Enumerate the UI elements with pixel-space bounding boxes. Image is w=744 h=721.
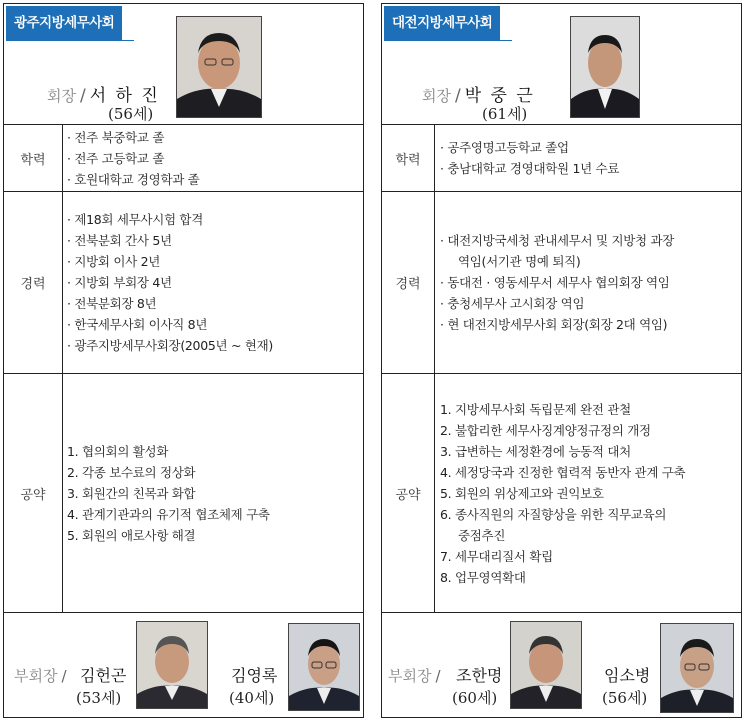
list-item: 1. 협의회의 활성화 [67, 443, 169, 459]
vice-role-line [14, 665, 71, 686]
list-item: · 공주영명고등학교 졸업 [440, 140, 569, 155]
separator: / [435, 667, 441, 685]
list-item: 4. 세정당국과 진정한 협력적 동반자 관계 구축 [440, 464, 686, 480]
list-item: 중점추진 [458, 527, 506, 543]
vice-president-section [382, 613, 741, 717]
list-item: 4. 관계기관과의 유기적 협조체제 구축 [67, 506, 270, 522]
vice-photo-1 [136, 621, 208, 709]
vice-photo-1 [510, 621, 582, 709]
separator: / [79, 86, 86, 106]
president-photo [570, 16, 640, 118]
career-list [67, 192, 359, 373]
vice-role: 부회장 [14, 667, 58, 685]
list-item: · 충청세무사 고시회장 역임 [440, 296, 585, 311]
president-age: (61세) [482, 105, 528, 123]
education-row [382, 125, 741, 192]
list-item: 2. 불합리한 세무사징계양정규정의 개정 [440, 422, 651, 438]
education-row [4, 125, 363, 192]
list-item: · 광주지방세무사회장(2005년 ~ 현재) [67, 338, 273, 353]
pledges-row [382, 374, 741, 613]
org-tag: 대전지방세무사회 [384, 6, 500, 40]
person-photo-icon [661, 624, 733, 712]
list-item: · 전주 고등학교 졸 [67, 150, 165, 166]
list-item: · 전주 북중학교 졸 [67, 129, 165, 145]
person-photo-icon [137, 622, 207, 708]
president-header [4, 4, 363, 125]
list-item: 2. 각종 보수료의 정상화 [67, 464, 196, 480]
career-label: 경력 [4, 192, 63, 373]
separator: / [61, 667, 67, 685]
president-header [382, 4, 741, 125]
president-name: 박 중 근 [464, 86, 535, 106]
list-item: 3. 급변하는 세정환경에 능동적 대처 [440, 443, 631, 459]
career-row [382, 192, 741, 374]
list-item: · 대전지방국세청 관내세무서 및 지방청 과장 [440, 233, 674, 248]
vice-name-2: 김영록 [231, 666, 278, 685]
vice-photo-2 [288, 623, 360, 711]
list-item: · 전북분회 간사 5년 [67, 233, 172, 248]
vice-president-section [4, 613, 363, 717]
vice-age-2: (56세) [602, 689, 648, 707]
list-item: · 전북분회장 8년 [67, 296, 157, 311]
list-item: 1. 지방세무사회 독립문제 완전 관철 [440, 401, 631, 417]
person-photo-icon [177, 17, 261, 117]
education-label: 학력 [382, 125, 435, 191]
vice-name-1: 김헌곤 [80, 666, 127, 685]
vice-age-1: (60세) [452, 689, 498, 707]
list-item: · 충남대학교 경영대학원 1년 수료 [440, 161, 620, 176]
list-item: 8. 업무영역확대 [440, 569, 526, 585]
person-photo-icon [511, 622, 581, 708]
vice-name-1: 조한명 [456, 666, 503, 685]
list-item: 3. 회원간의 친목과 화합 [67, 485, 196, 501]
list-item: · 제18회 세무사시험 합격 [67, 212, 203, 227]
career-list [440, 192, 737, 373]
pledges-label: 공약 [4, 374, 63, 612]
vice-name-2: 임소병 [604, 666, 651, 685]
education-list [440, 125, 737, 191]
career-row [4, 192, 363, 374]
person-photo-icon [571, 17, 639, 117]
vice-role: 부회장 [388, 667, 432, 685]
president-role: 회장 [422, 87, 451, 105]
list-item: 역임(서기관 명예 퇴직) [458, 254, 581, 269]
list-item: · 한국세무사회 이사직 8년 [67, 317, 208, 332]
president-name: 서 하 진 [89, 86, 160, 106]
list-item: 5. 회원의 위상제고와 권익보호 [440, 485, 604, 501]
education-label: 학력 [4, 125, 63, 191]
separator: / [454, 86, 461, 106]
list-item: 5. 회원의 애로사항 해결 [67, 527, 196, 543]
pledges-list [67, 374, 359, 612]
list-item: · 동대전 · 영동세무서 세무사 협의회장 역임 [440, 275, 670, 290]
president-age: (56세) [108, 105, 154, 123]
vice-age-1: (53세) [76, 689, 122, 707]
list-item: · 현 대전지방세무사회 회장(회장 2대 역임) [440, 317, 668, 332]
president-photo [176, 16, 262, 118]
pledges-row [4, 374, 363, 613]
gwangju-panel [3, 3, 364, 718]
pledges-label: 공약 [382, 374, 435, 612]
list-item: 6. 종사직원의 자질향상을 위한 직무교육의 [440, 506, 667, 522]
vice-photo-2 [660, 623, 734, 713]
vice-age-2: (40세) [229, 689, 275, 707]
career-label: 경력 [382, 192, 435, 373]
daejeon-panel [381, 3, 742, 718]
org-tag: 광주지방세무사회 [6, 6, 122, 40]
president-role: 회장 [47, 87, 76, 105]
education-list [67, 125, 359, 191]
pledges-list [440, 374, 737, 612]
vice-role-line [388, 665, 445, 686]
list-item: · 호원대학교 경영학과 졸 [67, 171, 200, 187]
list-item: 7. 세무대리질서 확립 [440, 548, 553, 564]
list-item: · 지방회 이사 2년 [67, 254, 160, 269]
person-photo-icon [289, 624, 359, 710]
list-item: · 지방회 부회장 4년 [67, 275, 172, 290]
